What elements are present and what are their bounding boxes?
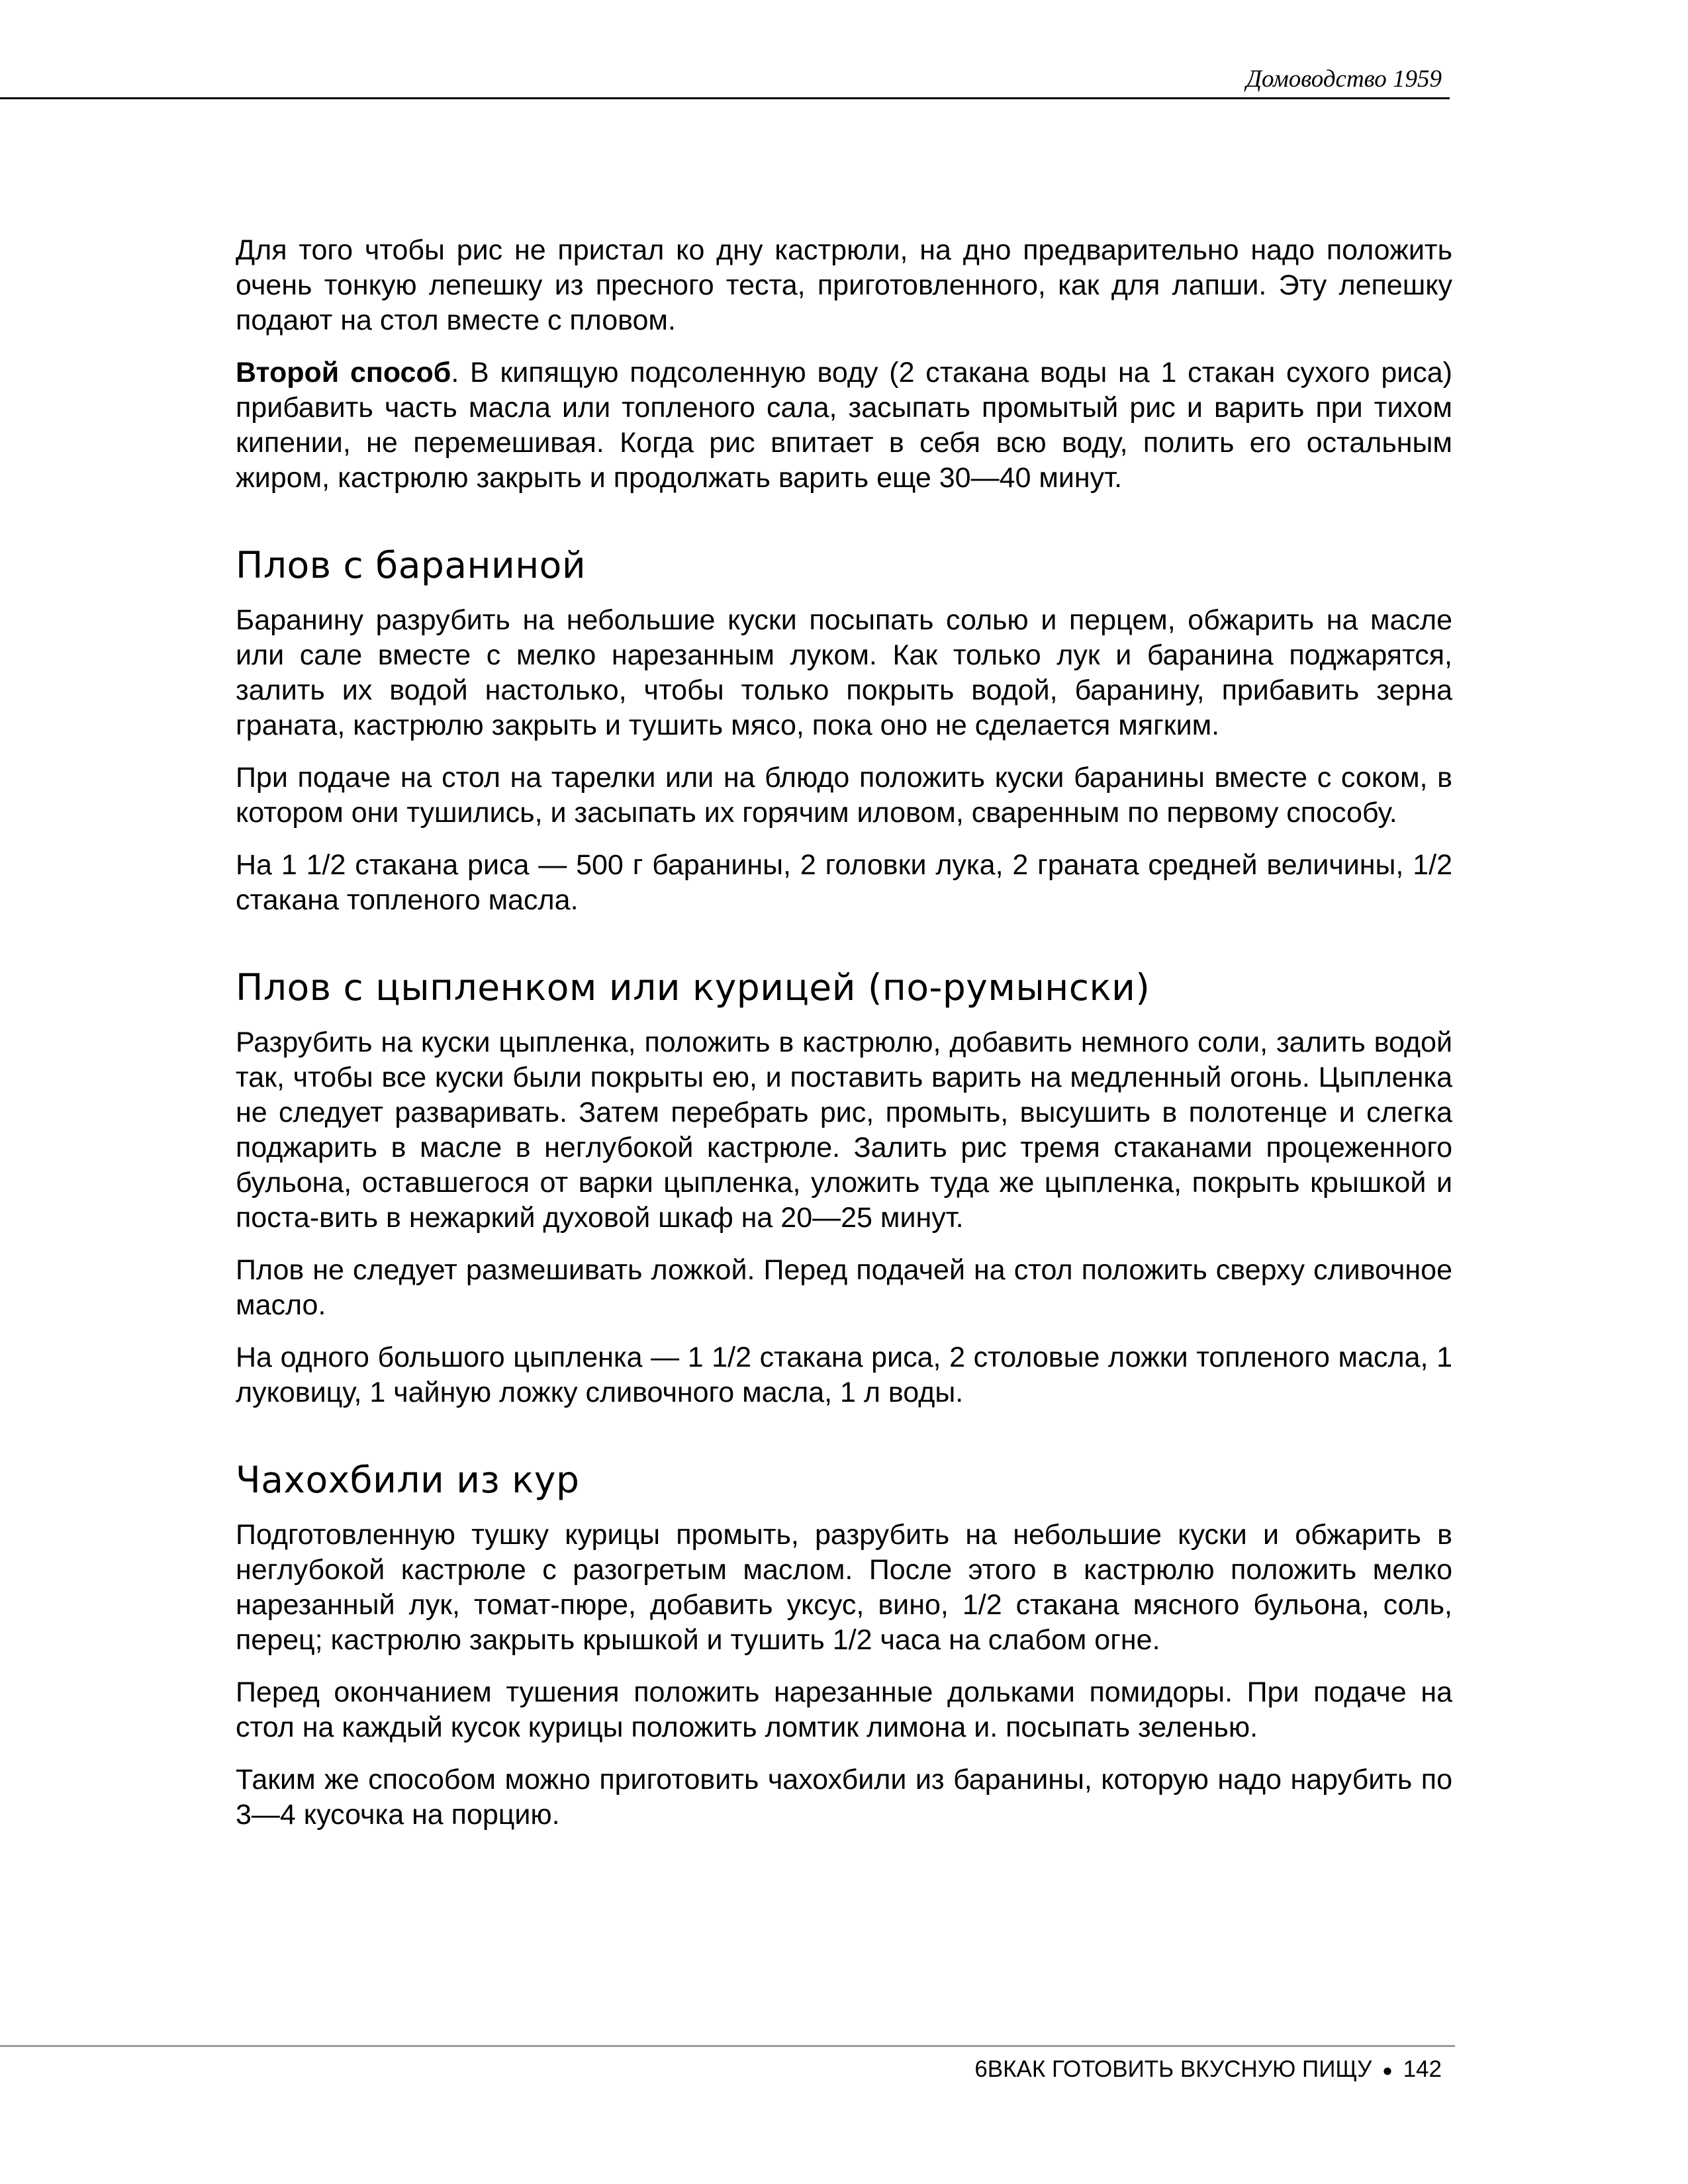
section-paragraph: На одного большого цыпленка — 1 1/2 стакана риса, 2 столовые ложки топленого масла, 1 луковицу, 1 чайную ложку сливочного масла, 1 л воды. [236, 1342, 1452, 1408]
second-method-label: Второй способ [236, 357, 451, 388]
section-paragraph: Разрубить на куски цыпленка, положить в кастрюлю, добавить немного соли, залить водой так, чтобы все куски были покрыты ею, и поставить варить на медленный огонь. Цыпленка не следует разваривать. Затем перебрать рис, промыть, высушить в полотенце и слегка поджарить в масле в неглубокой кастрюле. Залить рис тремя стаканами процеженного бульона, оставшегося от варки цыпленка, уложить туда же цыпленка, покрыть крышкой и поста-вить в нежаркий духовой шкаф на 20—25 минут. [236, 1026, 1452, 1234]
footer-chapter-title: 6ВКАК ГОТОВИТЬ ВКУСНУЮ ПИЩУ [974, 2056, 1372, 2082]
second-method-paragraph [236, 355, 1452, 496]
section-paragraph: При подаче на стол на тарелки или на блюдо положить куски баранины вместе с соком, в котором они тушились, и засыпать их горячим иловом, сваренным по первому способу. [236, 762, 1452, 829]
running-header-title: Домоводство 1959 [1246, 66, 1442, 93]
section-title-plov-baranina: Плов с бараниной [236, 544, 586, 586]
second-method-text: . В кипящую подсоленную воду (2 стакана воды на 1 стакан сухого риса) прибавить часть масла или топленого сала, засыпать промытый рис и варить при тихом кипении, не перемешивая. Когда рис впитает в себя всю воду, полить его остальным жиром, кастрюлю закрыть и продолжать варить еще 30—40 минут. [236, 357, 1452, 494]
section-title-plov-chicken: Плов с цыпленком или курицей (по-румынски) [236, 966, 1150, 1009]
section-paragraph: Таким же способом можно приготовить чахохбили из баранины, которую надо нарубить по 3—4 кусочка на порцию. [236, 1764, 1452, 1831]
section-paragraph: Перед окончанием тушения положить нарезанные дольками помидоры. При подаче на стол на каждый кусок курицы положить ломтик лимона и. посыпать зеленью. [236, 1676, 1452, 1743]
bullet-icon: ● [1382, 2060, 1393, 2081]
page-body [236, 233, 1452, 1850]
header-rule [0, 97, 1450, 99]
section-paragraph: На 1 1/2 стакана риса — 500 г баранины, 2 головки лука, 2 граната средней величины, 1/2 стакана топленого масла. [236, 849, 1452, 916]
section-title-chakhokhbili: Чахохбили из кур [236, 1459, 580, 1501]
section-paragraph: Баранину разрубить на небольшие куски посыпать солью и перцем, обжарить на масле или сале вместе с мелко нарезанным луком. Как только лук и баранина поджарятся, залить их водой настолько, чтобы только покрыть водой, баранину, прибавить зерна граната, кастрюлю закрыть и тушить мясо, пока оно не сделается мягким. [236, 604, 1452, 741]
page-footer [974, 2056, 1442, 2083]
section-paragraph: Плов не следует размешивать ложкой. Перед подачей на стол положить сверху сливочное масло. [236, 1254, 1452, 1321]
page-number: 142 [1403, 2056, 1442, 2082]
footer-rule [0, 2045, 1455, 2047]
intro-paragraph: Для того чтобы рис не пристал ко дну кастрюли, на дно предварительно надо положить очень тонкую лепешку из пресного теста, приготовленного, как для лапши. Эту лепешку подают на стол вместе с пловом. [236, 234, 1452, 336]
section-paragraph: Подготовленную тушку курицы промыть, разрубить на небольшие куски и обжарить в неглубокой кастрюле с разогретым маслом. После этого в кастрюлю положить мелко нарезанный лук, томат-пюре, добавить уксус, вино, 1/2 стакана мясного бульона, соль, перец; кастрюлю закрыть крышкой и тушить 1/2 часа на слабом огне. [236, 1519, 1452, 1656]
